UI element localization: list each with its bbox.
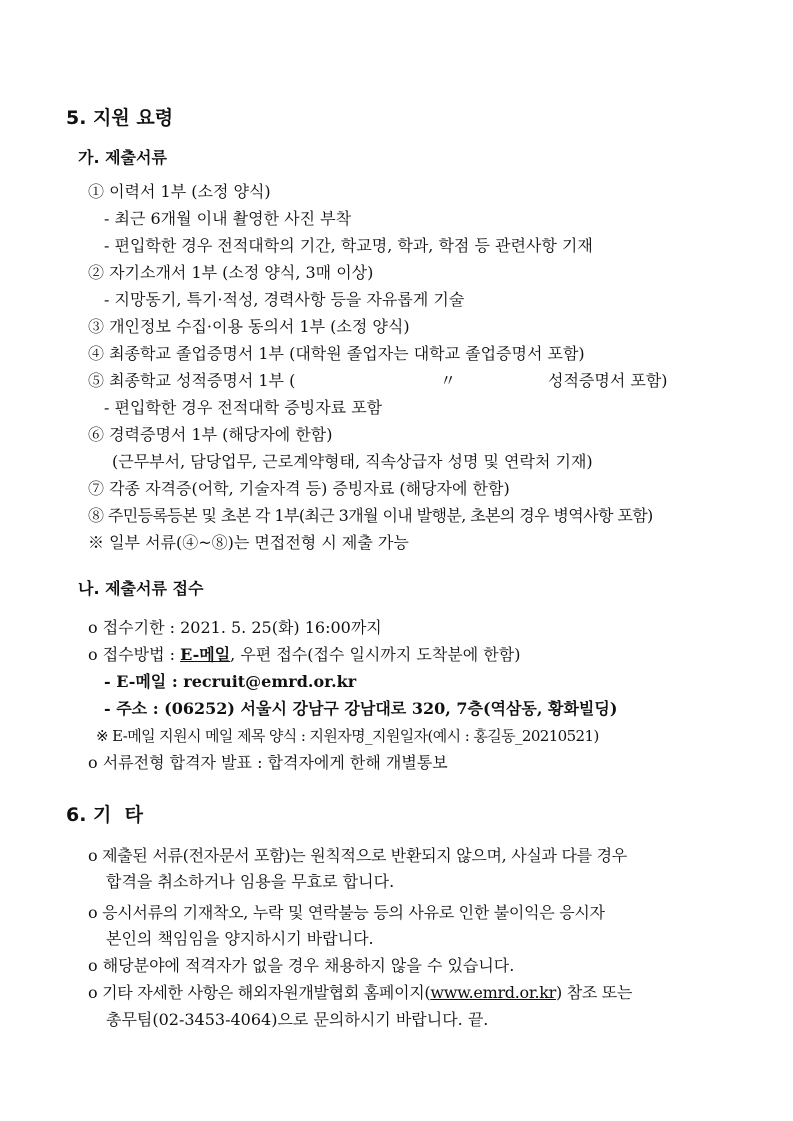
list-item: o 접수기한 : 2021. 5. 25(화) 16:00까지 [88,618,382,637]
list-item: ③ 개인정보 수집·이용 동의서 1부 (소정 양식) [88,317,410,336]
list-item: ⑧ 주민등록등본 및 초본 각 1부(최근 3개월 이내 발행분, 초본의 경우 병역사항 포함) [88,506,653,525]
list-item: - 편입학한 경우 전적대학 증빙자료 포함 [104,398,383,417]
ditto-mark: 〃 [440,371,457,390]
list-item: ① 이력서 1부 (소정 양식) [88,182,271,201]
list-item: ② 자기소개서 1부 (소정 양식, 3매 이상) [88,263,374,282]
list-item: - 최근 6개월 이내 촬영한 사진 부착 [104,209,352,228]
paragraph-text: o 기타 자세한 사항은 해외자원개발협회 홈페이지( [88,983,431,1002]
list-item-text: ⑤ 최종학교 성적증명서 1부 ( [88,371,296,390]
paragraph: o 응시서류의 기재착오, 누락 및 연락불능 등의 사유로 인한 불이익은 응시자 [88,903,605,922]
list-item: (근무부서, 담당업무, 근로계약형태, 직속상급자 성명 및 연락처 기재) [112,452,593,471]
paragraph [88,983,632,1003]
list-item [88,645,520,665]
list-item: ⑥ 경력증명서 1부 (해당자에 한함) [88,425,333,444]
subsection-na-title: 나. 제출서류 접수 [78,579,204,598]
list-item: ④ 최종학교 졸업증명서 1부 (대학원 졸업자는 대학교 졸업증명서 포함) [88,344,585,363]
list-item-text: o 접수방법 : [88,645,181,664]
note: ※ E-메일 지원시 메일 제목 양식 : 지원자명_지원일자(예시 : 홍길동_20210521) [96,727,599,745]
list-item-text: , 우편 접수(접수 일시까지 도착분에 한함) [230,645,521,664]
homepage-link[interactable]: www.emrd.or.kr [430,983,556,1002]
list-item: - 지망동기, 특기·적성, 경력사항 등을 자유롭게 기술 [104,290,465,309]
paragraph: o 해당분야에 적격자가 없을 경우 채용하지 않을 수 있습니다. [88,956,515,975]
paragraph: o 제출된 서류(전자문서 포함)는 원칙적으로 반환되지 않으며, 사실과 다를 경우 [88,846,627,865]
section-6-title: 6. 기 타 [66,804,143,826]
paragraph-text: ) 참조 또는 [555,983,633,1002]
list-item: ⑦ 각종 자격증(어학, 기술자격 등) 증빙자료 (해당자에 한함) [88,479,510,498]
list-item: o 서류전형 합격자 발표 : 합격자에게 한해 개별통보 [88,753,448,772]
subsection-ga-title: 가. 제출서류 [78,148,167,167]
list-item-text: 성적증명서 포함) [548,371,668,390]
paragraph: 총무팀(02-3453-4064)으로 문의하시기 바랍니다. 끝. [106,1010,489,1029]
list-item [88,371,708,391]
section-5-title: 5. 지원 요령 [66,107,174,129]
note: ※ 일부 서류(④~⑧)는 면접전형 시 제출 가능 [88,533,409,552]
paragraph: 합격을 취소하거나 임용을 무효로 합니다. [106,872,395,891]
email-method-text: E-메일 [180,645,231,664]
paragraph: 본인의 책임임을 양지하시기 바랍니다. [106,929,374,948]
list-item: - 편입학한 경우 전적대학의 기간, 학교명, 학과, 학점 등 관련사항 기재 [104,236,593,255]
address-line: - 주소 : (06252) 서울시 강남구 강남대로 320, 7층(역삼동, 황화빌딩) [104,699,618,718]
email-line: - E-메일 : recruit@emrd.or.kr [104,672,357,691]
